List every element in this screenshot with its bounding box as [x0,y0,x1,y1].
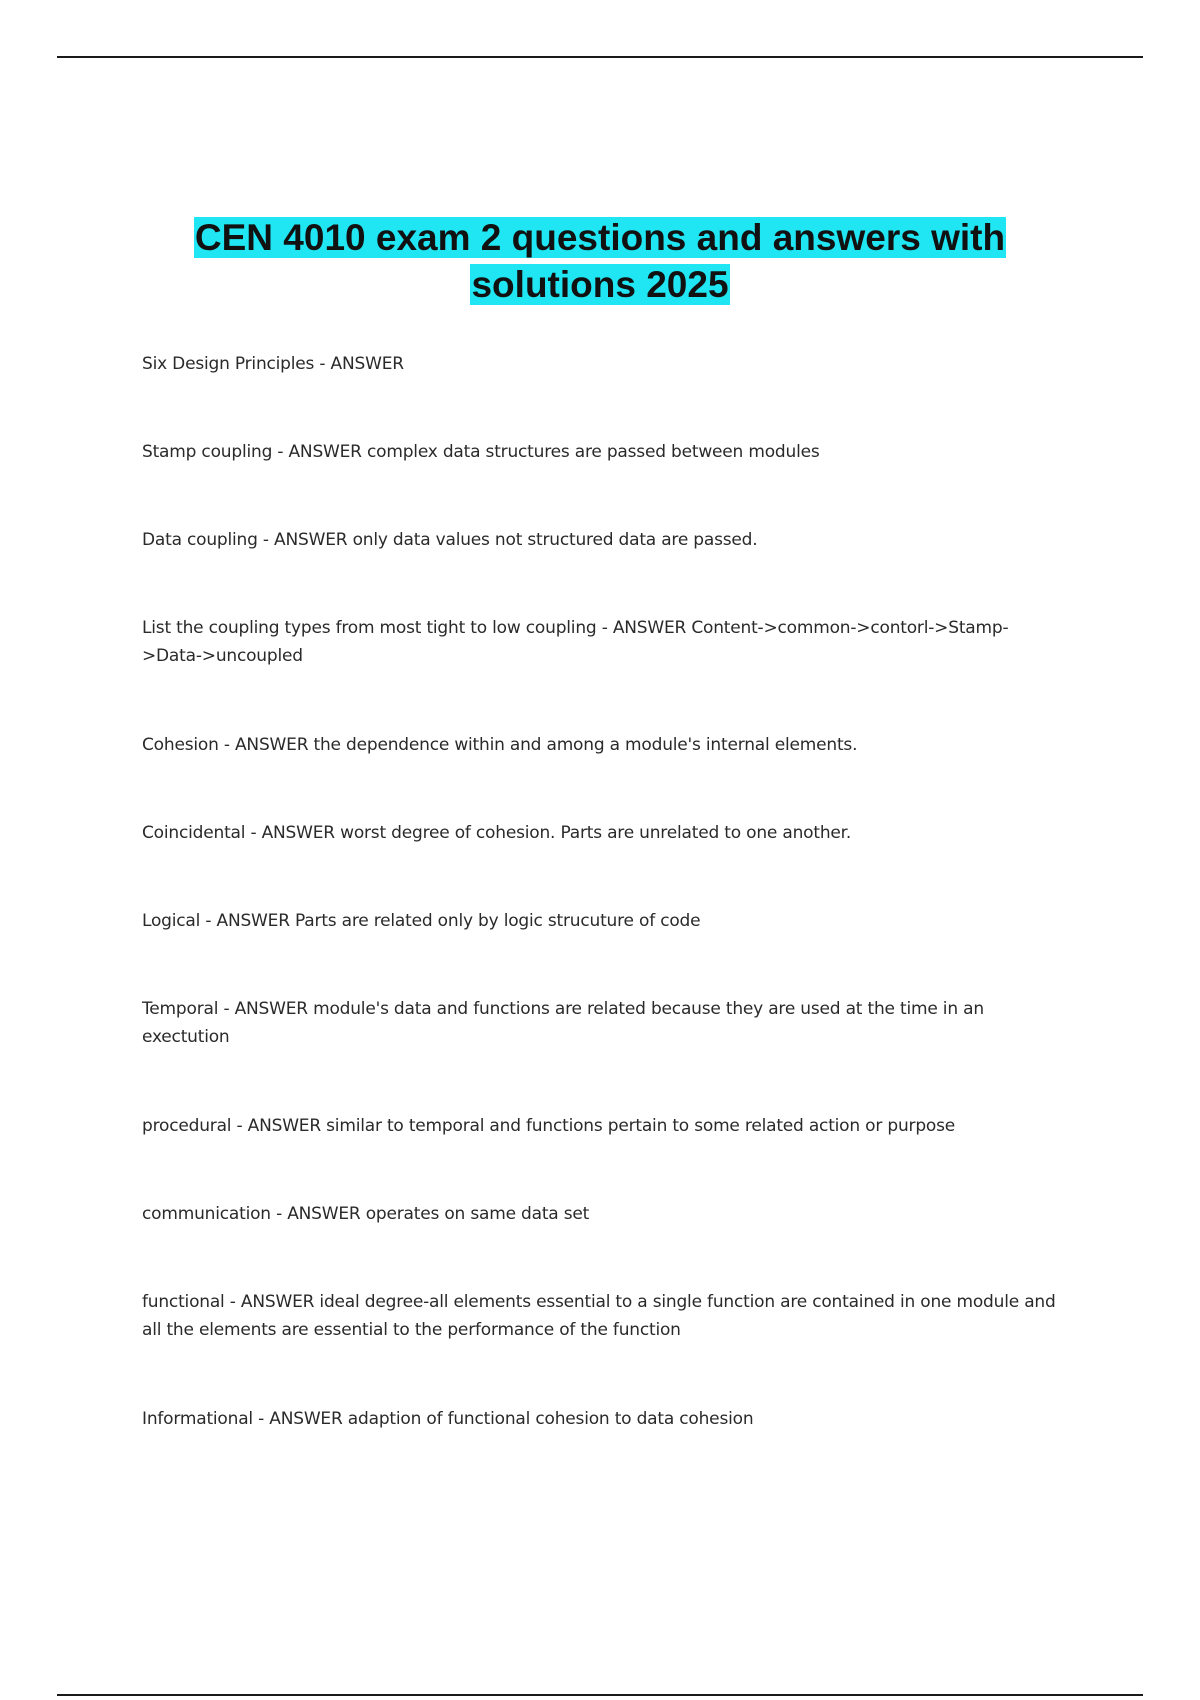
qa-item: Stamp coupling - ANSWER complex data structures are passed between modules [142,442,820,462]
qa-item: communication - ANSWER operates on same data set [142,1204,590,1224]
title-line-2: solutions 2025 [471,264,729,305]
qa-item: Data coupling - ANSWER only data values not structured data are passed. [142,530,758,550]
qa-item: procedural - ANSWER similar to temporal and functions pertain to some related action or purpose [142,1116,956,1136]
qa-item: List the coupling types from most tight to low coupling - ANSWER Content->common->contorl->Stamp->Data->uncoupled [142,618,1009,666]
qa-item: Coincidental - ANSWER worst degree of cohesion. Parts are unrelated to one another. [142,823,852,843]
qa-item: functional - ANSWER ideal degree-all elements essential to a single function are contained in one module and all the elements are essential to the performance of the function [142,1292,1056,1340]
qa-item: Six Design Principles - ANSWER [142,354,404,374]
qa-item: Logical - ANSWER Parts are related only by logic strucuture of code [142,911,701,931]
title-line-1: CEN 4010 exam 2 questions and answers with [194,217,1006,258]
top-divider [57,56,1143,58]
bottom-divider [57,1694,1143,1696]
qa-item: Temporal - ANSWER module's data and functions are related because they are used at the time in an exectution [142,999,984,1047]
document-title [100,214,1100,308]
qa-item: Cohesion - ANSWER the dependence within and among a module's internal elements. [142,735,858,755]
qa-item: Informational - ANSWER adaption of functional cohesion to data cohesion [142,1409,754,1429]
